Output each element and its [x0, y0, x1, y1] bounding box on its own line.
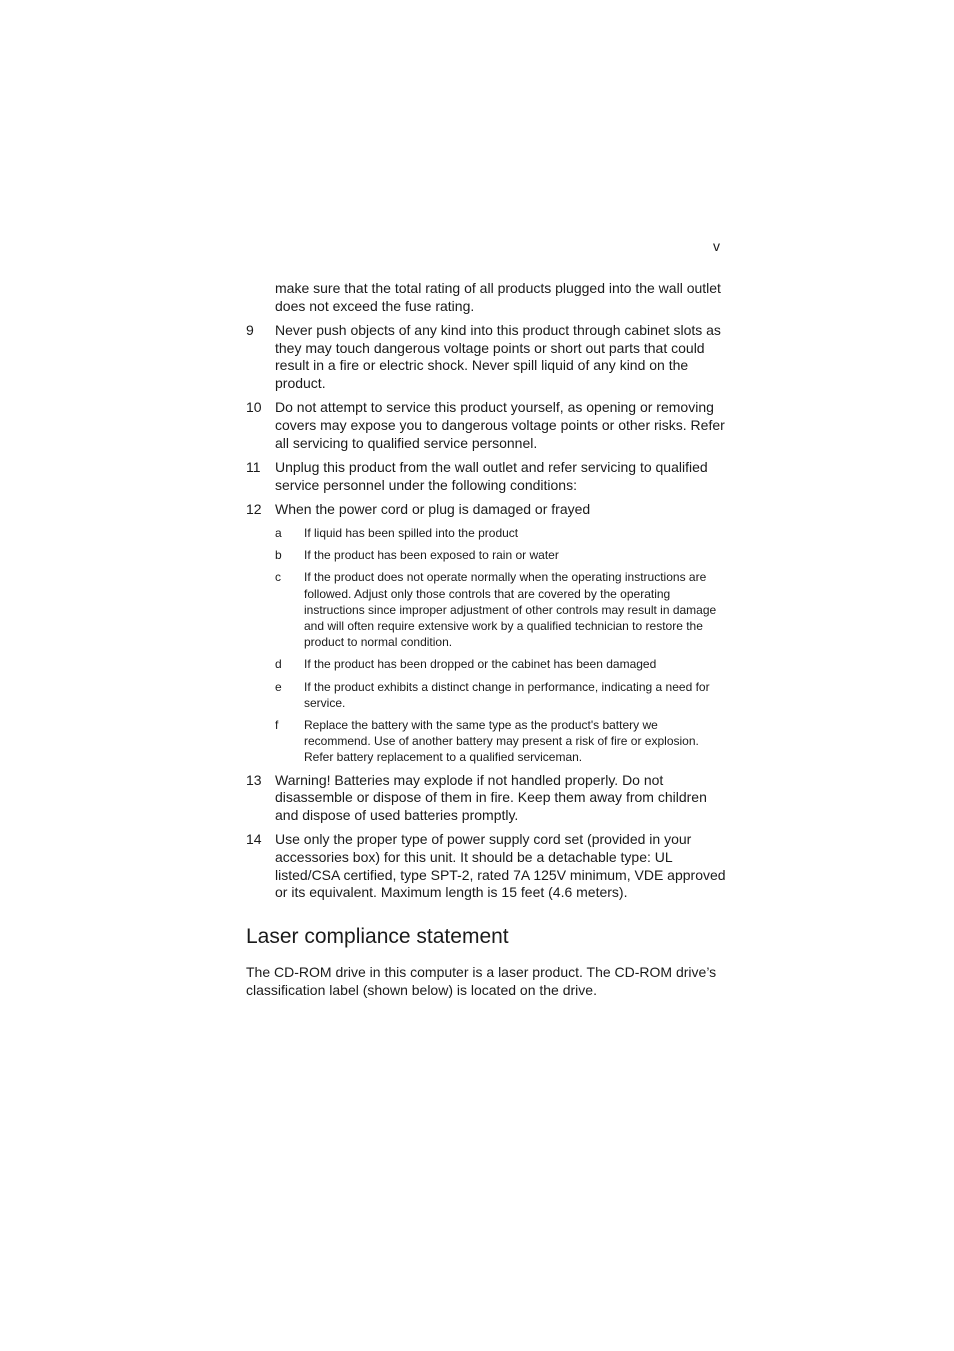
sub-list	[246, 525, 726, 766]
sub-item-letter: d	[275, 657, 282, 672]
sub-item-c	[246, 569, 726, 650]
item-number: 9	[246, 321, 254, 338]
list-item-14	[246, 831, 726, 902]
page-number: v	[713, 238, 720, 254]
document-body	[246, 280, 726, 999]
item-number: 10	[246, 399, 262, 416]
section-heading: Laser compliance statement	[246, 925, 509, 948]
item-number: 12	[246, 500, 262, 517]
item-number: 11	[246, 458, 261, 475]
item-text: Use only the proper type of power supply cord set (provided in your accessories box) for this unit. It should be a detachable type: UL listed/CSA certified, type SPT-2, rated 7A 125V minimum, VDE approved or its equivalent. Maximum length is 15 feet (4.6 meters).	[275, 831, 726, 901]
sub-item-d	[246, 656, 726, 672]
list-item-9	[246, 322, 726, 393]
item-text: Warning! Batteries may explode if not handled properly. Do not disassemble or dispose of them in fire. Keep them away from children and dispose of used batteries promptly.	[275, 771, 707, 823]
sub-item-text: If the product has been dropped or the cabinet has been damaged	[304, 657, 657, 672]
item-text: Unplug this product from the wall outlet and refer servicing to qualified service personnel under the following conditions:	[275, 458, 708, 493]
section-body: The CD-ROM drive in this computer is a laser product. The CD-ROM drive’s classification label (shown below) is located on the drive.	[246, 964, 717, 998]
list-item-10	[246, 399, 726, 452]
item-text: Do not attempt to service this product yourself, as opening or removing covers may expose you to dangerous voltage points or other risks. Refer all servicing to qualified service personnel.	[275, 399, 725, 451]
continuation-paragraph: make sure that the total rating of all products plugged into the wall outlet does not exceed the fuse rating.	[275, 280, 721, 314]
item-text: Never push objects of any kind into this product through cabinet slots as they may touch dangerous voltage points or short out parts that could result in a fire or electric shock. Never spill liquid of any kind on the product.	[275, 321, 721, 392]
sub-item-letter: e	[275, 679, 282, 694]
sub-item-e	[246, 679, 726, 711]
sub-item-letter: a	[275, 525, 282, 540]
list-item-13	[246, 772, 726, 825]
sub-item-letter: c	[275, 570, 281, 585]
sub-item-a	[246, 525, 726, 541]
sub-item-text: If liquid has been spilled into the product	[304, 525, 519, 540]
item-text: When the power cord or plug is damaged or frayed	[275, 500, 591, 517]
sub-item-text: If the product exhibits a distinct change in performance, indicating a need for service.	[304, 679, 710, 710]
sub-item-text: Replace the battery with the same type as the product's battery we recommend. Use of another battery may present a risk of fire or explosion. Refer battery replacement to a qualified serviceman.	[304, 717, 699, 765]
list-item-12	[246, 501, 726, 519]
sub-item-letter: f	[275, 717, 279, 732]
list-item-11	[246, 459, 726, 494]
sub-item-text: If the product has been exposed to rain or water	[304, 548, 559, 563]
sub-item-b	[246, 547, 726, 563]
item-number: 14	[246, 831, 262, 848]
sub-item-text: If the product does not operate normally when the operating instructions are followed. Adjust only those controls that are covered by the operating instructions since improper adjustment of other controls may result in damage and will often require extensive work by a qualified technician to restore the product to normal condition.	[304, 570, 717, 650]
sub-item-f	[246, 717, 726, 766]
item-number: 13	[246, 771, 262, 788]
sub-item-letter: b	[275, 548, 282, 563]
